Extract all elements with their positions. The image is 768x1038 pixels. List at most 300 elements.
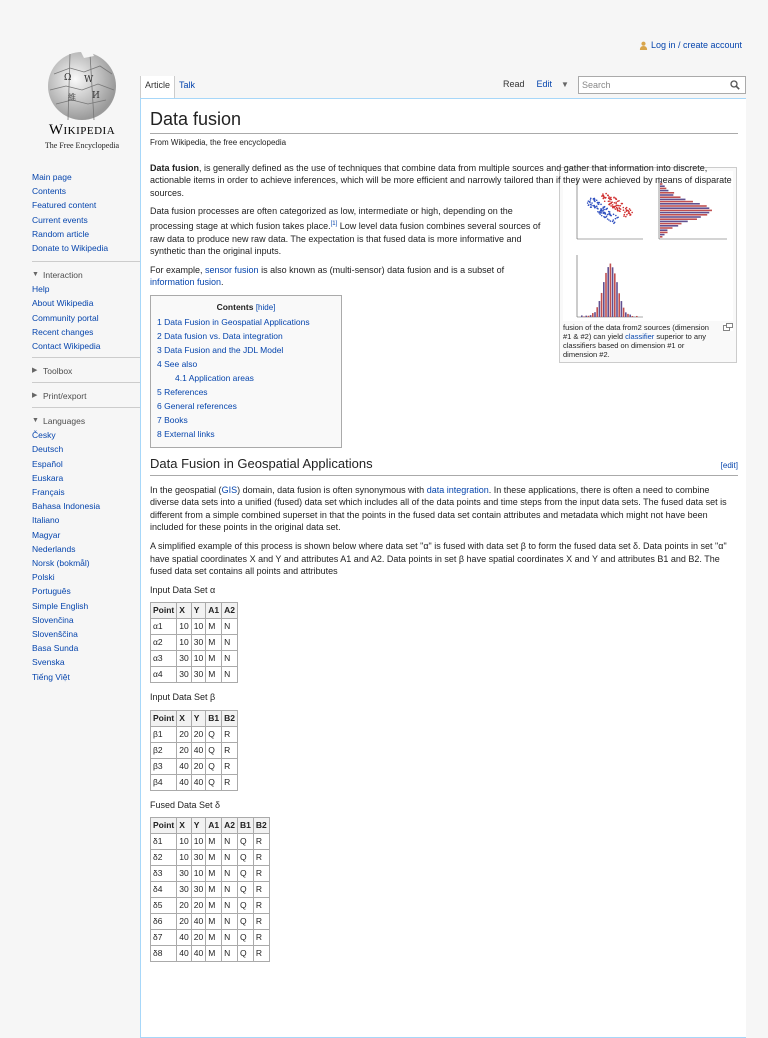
svg-text:W: W [84,75,94,85]
table-row [151,866,270,882]
scatter-point [607,195,609,197]
table-cell: 10 [177,619,191,635]
table-beta [150,710,238,791]
scatter-point [608,220,610,222]
printexport-header[interactable]: ▶ Print/export [32,389,144,403]
scatter-point [619,208,621,210]
search-placeholder: Search [582,80,611,90]
tab-read[interactable]: Read [497,72,531,97]
scatter-point [590,205,592,207]
content [140,98,746,1038]
scatter-point [630,214,632,216]
table-cell: R [253,866,269,882]
sidebar-interaction-item[interactable]: About Wikipedia [32,296,144,310]
table-cell: 20 [191,930,205,946]
toc-item[interactable]: 6 General references [157,399,335,413]
scatter-point [623,207,625,209]
table-cell: 30 [191,635,205,651]
thumbnail-image[interactable] [563,171,733,321]
histogram-bar [660,197,681,199]
histogram-bar [660,190,668,192]
thumbnail-caption: fusion of the data from2 sources (dimension #1 & #2) can yield classifier superior to any classifiers based on dimension #1 or dimension #2. [563,321,733,359]
histogram-bar [596,308,598,318]
user-icon [639,41,648,50]
table-cell: α3 [151,651,177,667]
histogram-bar [660,210,712,212]
sidebar-nav-item[interactable]: Featured content [32,198,144,212]
table-cell: δ7 [151,930,177,946]
table-header-cell: A1 [206,818,222,834]
table-row [151,619,238,635]
table-header-cell: X [177,818,191,834]
histogram-bar [607,267,609,317]
sidebar-nav-item[interactable]: Donate to Wikipedia [32,241,144,255]
scatter-point [611,202,613,204]
scatter-point [614,202,616,204]
scatter-point [597,202,599,204]
table-cell: 20 [191,758,205,774]
sidebar-language-item[interactable]: Italiano [32,513,144,527]
table-header-cell: Y [191,603,205,619]
enlarge-icon[interactable] [723,323,733,331]
sidebar-nav-item[interactable]: Random article [32,227,144,241]
table-cell: 10 [177,850,191,866]
table-cell: M [206,651,222,667]
toc-item[interactable]: 2 Data fusion vs. Data integration [157,329,335,343]
table-cell: 30 [191,850,205,866]
data-integration-link[interactable]: data integration [427,485,489,495]
sidebar-language-item[interactable]: Tiếng Việt [32,670,144,684]
wordmark: Wikipedia [32,122,132,139]
table-cell: M [206,834,222,850]
table-cell: M [206,930,222,946]
histogram-bar [660,195,673,197]
table-cell: M [206,882,222,898]
sidebar-language-item[interactable]: Norsk (bokmål) [32,556,144,570]
toc-hide-link[interactable]: [hide] [256,303,276,312]
histogram-bar [660,199,685,201]
table-cell: N [222,635,238,651]
table-cell: 10 [191,619,205,635]
table-row [151,930,270,946]
histogram-bar [629,315,631,317]
table-cell: N [222,930,238,946]
scatter-point [592,205,594,207]
table-cell: R [253,898,269,914]
scatter-point [626,207,628,209]
scatter-point [604,201,606,203]
table-cell: 40 [191,742,205,758]
svg-text:維: 維 [68,92,76,102]
section-heading: Data Fusion in Geospatial Applications [edit] [150,458,738,476]
histogram-bar [660,219,697,221]
scatter-point [597,211,599,213]
sidebar-language-item[interactable]: Polski [32,570,144,584]
scatter-point [614,207,616,209]
scatter-point [602,194,604,196]
table-cell: N [222,850,238,866]
gis-link[interactable]: GIS [222,485,238,495]
table-row [151,774,238,790]
triangle-down-icon: ▼ [32,414,39,428]
table-cell: Q [237,834,253,850]
scatter-point [615,215,617,217]
table-cell: 20 [191,726,205,742]
table-cell: N [222,667,238,683]
histogram-bar [660,201,693,203]
table-cell: N [222,651,238,667]
table-cell: Q [237,882,253,898]
sidebar-interaction-item[interactable]: Recent changes [32,325,144,339]
table-row [151,850,270,866]
thumbnail [559,167,737,363]
scatter-point [587,203,589,205]
scatter-point [603,212,605,214]
sidebar-language-item[interactable]: Français [32,485,144,499]
table-cell: R [222,726,238,742]
scatter-point [607,219,609,221]
table-cell: M [206,635,222,651]
table-cell: R [222,742,238,758]
table-cell: Q [237,898,253,914]
scatter-point [612,207,614,209]
scatter-point [607,214,609,216]
personal-tools [639,40,742,50]
sidebar-language-item[interactable]: Nederlands [32,542,144,556]
toc-item[interactable]: 7 Books [157,413,335,427]
histogram-bar [583,317,585,318]
scatter-point [590,200,592,202]
sidebar-language-item[interactable]: Español [32,457,144,471]
site-subtitle: From Wikipedia, the free encyclopedia [150,137,738,150]
sidebar-language-item[interactable]: Slovenščina [32,627,144,641]
table-header-cell: B2 [222,710,238,726]
table-cell: N [222,914,238,930]
divider [32,261,142,262]
section-edit-link[interactable]: [edit] [721,460,738,473]
table-cell: 40 [191,914,205,930]
sidebar-language-item[interactable]: Svenska [32,655,144,669]
table-header-cell: B1 [237,818,253,834]
sidebar-nav-item[interactable]: Current events [32,213,144,227]
scatter-point [613,220,615,222]
scatter-point [598,212,600,214]
table-cell: 30 [177,866,191,882]
scatter-point [594,199,596,201]
classifier-link[interactable]: classifier [625,332,654,341]
table-cell: 40 [177,774,191,790]
table-cell: Q [237,850,253,866]
table-header-cell: X [177,710,191,726]
tab-edit[interactable]: Edit [530,72,558,97]
histogram-bar [612,268,614,318]
table-cell: N [222,834,238,850]
table-cell: 20 [177,914,191,930]
scatter-point [601,215,603,217]
scatter-point [617,205,619,207]
scatter-point [605,193,607,195]
table-cell: 40 [177,758,191,774]
sidebar-language-item[interactable]: Euskara [32,471,144,485]
toc-item[interactable]: 5 References [157,385,335,399]
scatter-point [610,199,612,201]
sidebar-language-item[interactable]: Slovenčina [32,613,144,627]
tab-talk[interactable]: Talk [175,76,199,98]
scatter-point [608,211,610,213]
table-cell: N [222,619,238,635]
histogram-bar [601,293,603,317]
table-cell: 40 [191,774,205,790]
table-delta-caption: Fused Data Set δ [150,799,738,812]
table-row [151,635,238,651]
table-cell: R [253,850,269,866]
scatter-point [606,216,608,218]
toolbox-header[interactable]: ▶ Toolbox [32,364,144,378]
scatter-point [626,211,628,213]
languages-header[interactable]: ▼ Languages [32,414,144,428]
scatter-point [627,210,629,212]
triangle-right-icon: ▶ [32,364,39,378]
scatter-point [598,202,600,204]
wikipedia-logo[interactable] [32,44,132,156]
scatter-point [615,202,617,204]
table-header-cell: Point [151,710,177,726]
search-icon[interactable] [730,80,740,90]
sensor-fusion-link[interactable]: sensor fusion [205,265,259,275]
scatter-point [610,221,612,223]
scatter-point [616,217,618,219]
scatter-point [623,216,625,218]
table-row [151,667,238,683]
table-cell: δ5 [151,898,177,914]
table-cell: 10 [177,834,191,850]
table-row [151,882,270,898]
sidebar-language-item[interactable]: Česky [32,428,144,442]
sidebar-interaction-item[interactable]: Community portal [32,311,144,325]
table-cell: M [206,866,222,882]
section-paragraph-1: In the geospatial (GIS) domain, data fusion is often synonymous with data integration. In these applications, there is often a need to combine diverse data sets into a unified (fused) data set which includes all of the data points and time steps from the input data sets. The fused data set is different from a simple combined superset in that the points in the fused data set contain attributes and metadata which might not have been included for these points in the original data set. [150,484,738,534]
sidebar-nav-item[interactable]: Contents [32,184,144,198]
scatter-point [621,203,623,205]
table-cell: M [206,914,222,930]
histogram-bar [660,236,662,238]
histogram-bar [616,283,618,318]
table-cell: 20 [191,898,205,914]
page-title: Data fusion [150,107,738,134]
svg-text:Ω: Ω [64,73,71,83]
table-cell: δ4 [151,882,177,898]
sidebar-language-item[interactable]: Bahasa Indonesia [32,499,144,513]
interaction-list [32,282,144,353]
table-cell: β3 [151,758,177,774]
scatter-point [613,197,615,199]
histogram-bar [621,301,623,317]
histogram-bar [623,308,625,317]
login-link[interactable]: Log in / create account [651,40,742,50]
scatter-point [602,208,604,210]
table-header-cell: A2 [222,818,238,834]
scatter-point [630,210,632,212]
table-cell: δ3 [151,866,177,882]
table-cell: α2 [151,635,177,651]
puzzle-globe-icon [40,44,124,124]
information-fusion-link[interactable]: information fusion [150,277,221,287]
table-cell: M [206,619,222,635]
scatter-point [603,216,605,218]
table-cell: 30 [177,882,191,898]
scatter-point [601,196,603,198]
sidebar-interaction-item[interactable]: Contact Wikipedia [32,339,144,353]
intro-paragraph-1: Data fusion, is generally defined as the use of techniques that combine data from multiple sources and gather that information into discrete, actionable items in order to achieve inferences, which will be more efficient and narrowly tailored than if they were achieved by means of disparate sources. [150,162,738,200]
interaction-header[interactable]: ▼ Interaction [32,268,144,282]
toc-item[interactable]: 8 External links [157,427,335,441]
table-cell: α4 [151,667,177,683]
scatter-point [615,203,617,205]
triangle-down-icon: ▼ [32,268,39,282]
histogram-bar [660,230,667,232]
table-cell: Q [206,742,222,758]
scatter-point [615,198,617,200]
chevron-down-icon[interactable]: ▼ [558,76,572,94]
divider [32,382,142,383]
scatter-point [596,208,598,210]
table-cell: 10 [191,651,205,667]
histogram-bar [660,212,709,214]
table-cell: N [222,898,238,914]
table-cell: 30 [177,651,191,667]
scatter-point [609,199,611,201]
table-header-cell: B2 [253,818,269,834]
scatter-point [625,216,627,218]
table-cell: 30 [177,667,191,683]
scatter-point [591,203,593,205]
table-cell: R [253,914,269,930]
sidebar-language-item[interactable]: Deutsch [32,442,144,456]
histogram-bar [581,316,583,318]
navigation-list [32,170,144,255]
sidebar-language-item[interactable]: Simple English [32,599,144,613]
table-row [151,914,270,930]
histogram-bar [660,206,707,208]
table-cell: δ8 [151,946,177,962]
toc-item[interactable]: 1 Data Fusion in Geospatial Applications [157,315,335,329]
languages-list [32,428,144,684]
histogram-bar [590,316,592,318]
table-cell: R [253,882,269,898]
table-row [151,898,270,914]
scatter-point [600,204,602,206]
sidebar-nav-item[interactable]: Main page [32,170,144,184]
svg-text:И: И [92,91,100,101]
histogram-bar [585,316,587,317]
table-row [151,742,238,758]
reference-link[interactable]: [1] [331,221,338,227]
toc-item[interactable]: 4 See also [157,357,335,371]
table-cell: β4 [151,774,177,790]
scatter-point [612,204,614,206]
toc-item[interactable]: 3 Data Fusion and the JDL Model [157,343,335,357]
scatter-point [590,198,592,200]
table-cell: R [222,774,238,790]
sidebar [32,170,144,684]
scatter-point [619,211,621,213]
table-cell: 40 [177,946,191,962]
scatter-point [614,222,616,224]
histogram-bar [614,274,616,318]
scatter-point [600,212,602,214]
search-input[interactable] [578,76,746,94]
sidebar-language-item[interactable]: Português [32,584,144,598]
scatter-point [588,201,590,203]
table-header-cell: Y [191,710,205,726]
table-cell: 40 [191,946,205,962]
histogram-bar [599,301,601,317]
histogram-bar [660,234,665,236]
scatter-point [608,201,610,203]
table-row [151,834,270,850]
table-cell: N [222,946,238,962]
table-cell: 10 [191,866,205,882]
histogram-bar [605,273,607,317]
scatter-point [620,205,622,207]
table-cell: δ6 [151,914,177,930]
histogram-bar [625,313,627,318]
histogram-bar [660,188,666,190]
sidebar-language-item[interactable]: Magyar [32,528,144,542]
table-cell: β2 [151,742,177,758]
histogram-bar [660,214,707,216]
scatter-point [631,212,633,214]
tab-article[interactable]: Article [140,76,175,98]
namespace-tabs [140,76,199,98]
sidebar-interaction-item[interactable]: Help [32,282,144,296]
histogram-bar [660,223,681,225]
scatter-point [596,200,598,202]
histogram-bar [660,225,678,227]
scatter-point [623,210,625,212]
table-cell: Q [206,774,222,790]
table-of-contents: Contents [hide] 1 Data Fusion in Geospatial Applications 2 Data fusion vs. Data integration 3 Data Fusion and the JDL Model 4 See also 4.1 Application areas 5 References 6 General references 7 Books 8 External links [150,295,342,448]
table-header-cell: Y [191,818,205,834]
histogram-bar [660,232,668,234]
scatter-point [613,214,615,216]
table-cell: N [222,882,238,898]
toc-item[interactable]: 4.1 Application areas [157,371,335,385]
table-row [151,758,238,774]
scatter-point [617,209,619,211]
scatter-point [600,210,602,212]
divider [32,407,142,408]
table-cell: 30 [191,667,205,683]
logo-tagline: The Free Encyclopedia [32,141,132,150]
scatter-point [615,209,617,211]
table-row [151,726,238,742]
scatter-point [589,202,591,204]
histogram-bar [660,228,672,230]
view-tabs [497,72,746,97]
scatter-point [606,208,608,210]
table-cell: R [253,930,269,946]
sidebar-language-item[interactable]: Basa Sunda [32,641,144,655]
histogram-bar [618,294,620,318]
scatter-point [609,214,611,216]
table-cell: R [222,758,238,774]
table-cell: δ1 [151,834,177,850]
histogram-bar [632,316,634,317]
scatter-point [609,201,611,203]
scatter-point [599,214,601,216]
table-header-cell: A2 [222,603,238,619]
